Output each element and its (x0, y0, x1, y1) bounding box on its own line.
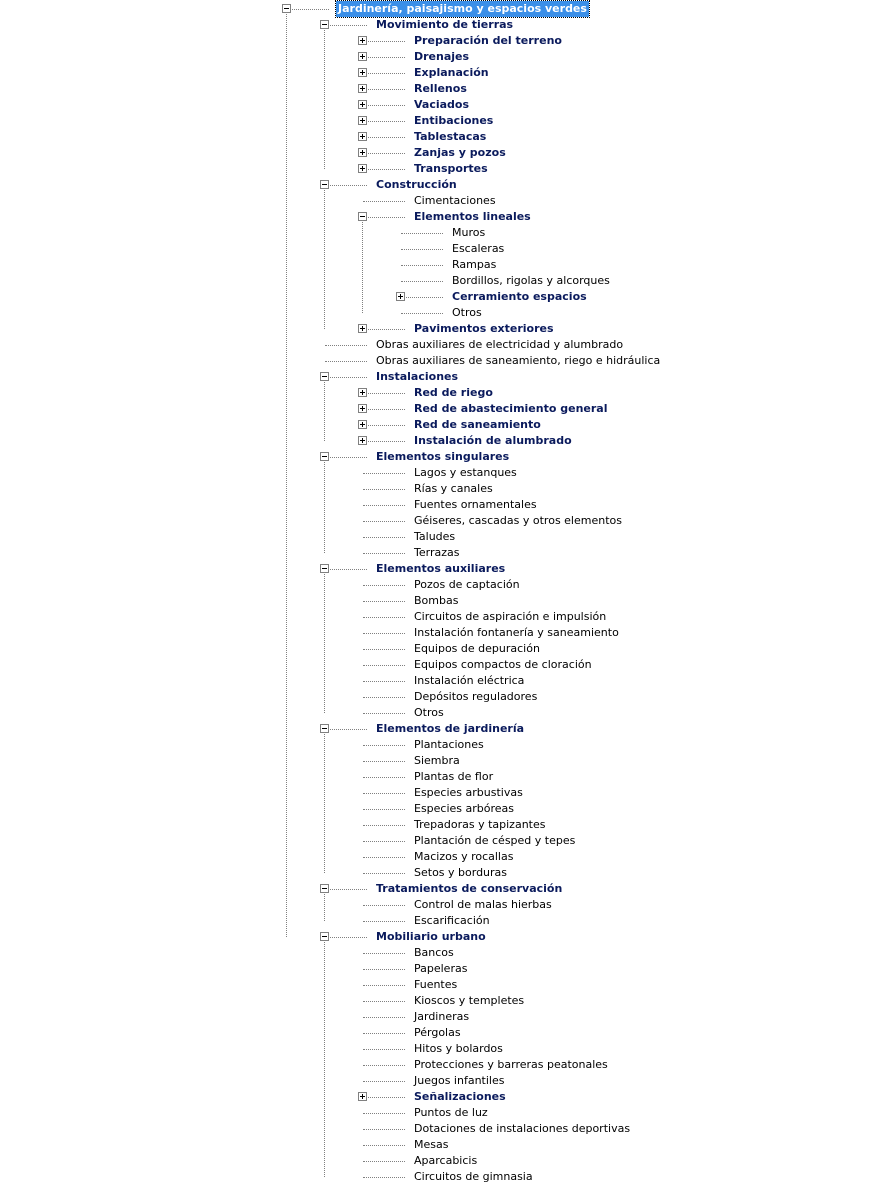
tree-node-preparacion-del-terreno[interactable] (0, 33, 875, 49)
tree-item-plantas-de-flor[interactable] (0, 769, 875, 785)
tree-label[interactable]: Plantas de flor (414, 770, 494, 783)
tree-item-puntos-de-luz[interactable] (0, 1105, 875, 1121)
tree-item-rias-y-canales[interactable] (0, 481, 875, 497)
tree-item-macizos-y-rocallas[interactable] (0, 849, 875, 865)
collapse-icon[interactable] (320, 180, 329, 189)
tree-connector (363, 713, 405, 714)
tree-item-plantaciones[interactable] (0, 737, 875, 753)
tree-item-dotaciones-de-instalaciones-deportivas[interactable] (0, 1121, 875, 1137)
tree-label[interactable]: Géiseres, cascadas y otros elementos (414, 514, 622, 527)
tree-item-depositos-reguladores[interactable] (0, 689, 875, 705)
tree-connector (363, 809, 405, 810)
tree-label[interactable]: Rellenos (414, 82, 467, 95)
tree-label[interactable]: Circuitos de aspiración e impulsión (414, 610, 607, 623)
tree-label[interactable]: Dotaciones de instalaciones deportivas (414, 1122, 631, 1135)
tree-connector (363, 1001, 405, 1002)
tree-connector (363, 793, 405, 794)
tree-connector (325, 457, 367, 458)
tree-item-bombas[interactable] (0, 593, 875, 609)
tree-node-rellenos[interactable] (0, 81, 875, 97)
tree-connector (363, 441, 405, 442)
expand-icon[interactable] (358, 404, 367, 413)
tree-label[interactable]: Depósitos reguladores (414, 690, 538, 703)
tree-label[interactable]: Bancos (414, 946, 454, 959)
tree-item-otros[interactable] (0, 705, 875, 721)
tree-node-jardineria-paisajismo-y-espacios-verdes[interactable] (0, 1, 875, 17)
expand-icon[interactable] (358, 116, 367, 125)
tree-connector (363, 633, 405, 634)
tree-node-movimiento-de-tierras[interactable] (0, 17, 875, 33)
tree-item-kioscos-y-templetes[interactable] (0, 993, 875, 1009)
tree-item-obras-auxiliares-de-saneamiento-riego-e-hidraulica[interactable] (0, 353, 875, 369)
tree-node-explanacion[interactable] (0, 65, 875, 81)
expand-icon[interactable] (358, 100, 367, 109)
tree-label[interactable]: Circuitos de gimnasia (414, 1170, 533, 1183)
tree-connector (325, 345, 367, 346)
tree-item-especies-arboreas[interactable] (0, 801, 875, 817)
tree-connector (363, 217, 405, 218)
tree-connector (401, 265, 443, 266)
tree-label[interactable]: Setos y borduras (414, 866, 508, 879)
tree-item-jardineras[interactable] (0, 1009, 875, 1025)
tree-label[interactable]: Drenajes (414, 50, 470, 63)
tree-label[interactable]: Movimiento de tierras (376, 18, 514, 31)
tree-label[interactable]: Plantaciones (414, 738, 484, 751)
tree-item-equipos-compactos-de-cloracion[interactable] (0, 657, 875, 673)
tree-connector (363, 537, 405, 538)
tree-label[interactable]: Elementos lineales (414, 210, 531, 223)
tree-node-elementos-singulares[interactable] (0, 449, 875, 465)
tree-item-juegos-infantiles[interactable] (0, 1073, 875, 1089)
expand-icon[interactable] (358, 148, 367, 157)
tree-node-elementos-lineales[interactable] (0, 209, 875, 225)
tree-connector (363, 873, 405, 874)
tree-label[interactable]: Red de riego (414, 386, 493, 399)
tree-item-pozos-de-captacion[interactable] (0, 577, 875, 593)
tree-item-especies-arbustivas[interactable] (0, 785, 875, 801)
tree-connector (363, 1113, 405, 1114)
tree-label[interactable]: Equipos compactos de cloración (414, 658, 592, 671)
tree-label[interactable]: Otros (452, 306, 482, 319)
tree-connector (363, 521, 405, 522)
tree-node-elementos-auxiliares[interactable] (0, 561, 875, 577)
tree-item-fuentes-ornamentales[interactable] (0, 497, 875, 513)
tree-node-vaciados[interactable] (0, 97, 875, 113)
expand-icon[interactable] (358, 164, 367, 173)
tree-item-control-de-malas-hierbas[interactable] (0, 897, 875, 913)
tree-connector (325, 937, 367, 938)
expand-icon[interactable] (358, 388, 367, 397)
tree-node-red-de-abastecimiento-general[interactable] (0, 401, 875, 417)
tree-connector (363, 201, 405, 202)
tree-connector (363, 329, 405, 330)
tree-connector (363, 1129, 405, 1130)
tree-node-instalaciones[interactable] (0, 369, 875, 385)
tree-label[interactable]: Equipos de depuración (414, 642, 540, 655)
tree-label[interactable]: Pérgolas (414, 1026, 461, 1039)
tree-connector (363, 105, 405, 106)
tree-connector (363, 425, 405, 426)
tree-connector (363, 681, 405, 682)
collapse-icon[interactable] (282, 4, 291, 13)
tree-connector (325, 889, 367, 890)
tree-connector (401, 313, 443, 314)
tree-connector (363, 841, 405, 842)
tree-item-fuentes[interactable] (0, 977, 875, 993)
tree-connector (363, 553, 405, 554)
tree-label[interactable]: Elementos singulares (376, 450, 510, 463)
tree-connector (401, 281, 443, 282)
tree-label[interactable]: Control de malas hierbas (414, 898, 552, 911)
tree-label[interactable]: Aparcabicis (414, 1154, 478, 1167)
tree-connector (401, 233, 443, 234)
expand-icon[interactable] (358, 132, 367, 141)
tree-label[interactable]: Pozos de captación (414, 578, 520, 591)
tree-item-protecciones-y-barreras-peatonales[interactable] (0, 1057, 875, 1073)
tree-connector (363, 905, 405, 906)
tree-node-elementos-de-jardineria[interactable] (0, 721, 875, 737)
tree-label[interactable]: Lagos y estanques (414, 466, 517, 479)
tree-item-instalacion-electrica[interactable] (0, 673, 875, 689)
tree-item-terrazas[interactable] (0, 545, 875, 561)
tree-connector (363, 473, 405, 474)
tree-item-escaleras[interactable] (0, 241, 875, 257)
tree-label[interactable]: Terrazas (414, 546, 460, 559)
tree-connector (401, 297, 443, 298)
tree-label[interactable]: Rampas (452, 258, 497, 271)
expand-icon[interactable] (358, 52, 367, 61)
tree-label[interactable]: Puntos de luz (414, 1106, 488, 1119)
expand-icon[interactable] (396, 292, 405, 301)
tree-item-circuitos-de-aspiracion-e-impulsion[interactable] (0, 609, 875, 625)
tree-label[interactable]: Pavimentos exteriores (414, 322, 554, 335)
tree-item-setos-y-borduras[interactable] (0, 865, 875, 881)
tree-connector (363, 665, 405, 666)
tree-item-cimentaciones[interactable] (0, 193, 875, 209)
tree-connector (363, 761, 405, 762)
tree-connector (325, 361, 367, 362)
tree-connector (363, 697, 405, 698)
tree-connector (363, 89, 405, 90)
tree-label[interactable]: Red de saneamiento (414, 418, 541, 431)
tree-connector (325, 25, 367, 26)
tree-label[interactable]: Cimentaciones (414, 194, 496, 207)
tree-node-tablestacas[interactable] (0, 129, 875, 145)
tree-label[interactable]: Siembra (414, 754, 460, 767)
tree-item-equipos-de-depuracion[interactable] (0, 641, 875, 657)
tree-connector (363, 505, 405, 506)
tree-label[interactable]: Elementos auxiliares (376, 562, 506, 575)
tree-label[interactable]: Bombas (414, 594, 459, 607)
tree-label[interactable]: Papeleras (414, 962, 468, 975)
tree-connector (363, 921, 405, 922)
collapse-icon[interactable] (320, 724, 329, 733)
tree-item-bancos[interactable] (0, 945, 875, 961)
tree-label[interactable]: Fuentes ornamentales (414, 498, 537, 511)
tree-item-lagos-y-estanques[interactable] (0, 465, 875, 481)
tree-label[interactable]: Taludes (414, 530, 456, 543)
tree-label[interactable]: Plantación de césped y tepes (414, 834, 576, 847)
tree-label[interactable]: Jardineras (414, 1010, 470, 1023)
tree-item-aparcabicis[interactable] (0, 1153, 875, 1169)
tree-label[interactable]: Instalación de alumbrado (414, 434, 572, 447)
tree-node-instalacion-de-alumbrado[interactable] (0, 433, 875, 449)
tree-node-red-de-riego[interactable] (0, 385, 875, 401)
tree-item-obras-auxiliares-de-electricidad-y-alumbrado[interactable] (0, 337, 875, 353)
tree-label[interactable]: Tablestacas (414, 130, 487, 143)
tree-connector (363, 41, 405, 42)
collapse-icon[interactable] (320, 932, 329, 941)
tree-connector (325, 185, 367, 186)
tree-label[interactable]: Rías y canales (414, 482, 493, 495)
tree-label[interactable]: Cerramiento espacios (452, 290, 587, 303)
tree-label[interactable]: Entibaciones (414, 114, 494, 127)
tree-connector (363, 777, 405, 778)
tree-item-trepadoras-y-tapizantes[interactable] (0, 817, 875, 833)
tree-label[interactable]: Protecciones y barreras peatonales (414, 1058, 608, 1071)
tree-node-mobiliario-urbano[interactable] (0, 929, 875, 945)
tree-node-senalizaciones[interactable] (0, 1089, 875, 1105)
tree-label[interactable]: Especies arbóreas (414, 802, 515, 815)
tree-connector (363, 73, 405, 74)
tree-label[interactable]: Instalación eléctrica (414, 674, 525, 687)
tree-label[interactable]: Señalizaciones (414, 1090, 506, 1103)
expand-icon[interactable] (358, 36, 367, 45)
tree-connector (363, 649, 405, 650)
tree-label[interactable]: Escaleras (452, 242, 505, 255)
tree-label[interactable]: Trepadoras y tapizantes (414, 818, 546, 831)
tree-connector (363, 1177, 405, 1178)
tree-item-bordillos-rigolas-y-alcorques[interactable] (0, 273, 875, 289)
tree-label[interactable]: Obras auxiliares de electricidad y alumbrado (376, 338, 624, 351)
tree-connector (363, 585, 405, 586)
tree-label[interactable]: Macizos y rocallas (414, 850, 514, 863)
expand-icon[interactable] (358, 420, 367, 429)
tree-label[interactable]: Red de abastecimiento general (414, 402, 608, 415)
tree-connector (363, 825, 405, 826)
tree-connector (363, 489, 405, 490)
tree-label[interactable]: Instalación fontanería y saneamiento (414, 626, 619, 639)
tree-item-hitos-y-bolardos[interactable] (0, 1041, 875, 1057)
tree-node-drenajes[interactable] (0, 49, 875, 65)
tree-item-geiseres-cascadas-y-otros-elementos[interactable] (0, 513, 875, 529)
tree-label[interactable]: Escarificación (414, 914, 490, 927)
tree-label[interactable]: Hitos y bolardos (414, 1042, 503, 1055)
tree-item-papeleras[interactable] (0, 961, 875, 977)
tree-item-taludes[interactable] (0, 529, 875, 545)
tree-connector (363, 617, 405, 618)
tree-item-rampas[interactable] (0, 257, 875, 273)
tree-connector (363, 1065, 405, 1066)
expand-icon[interactable] (358, 68, 367, 77)
tree-label[interactable]: Transportes (414, 162, 488, 175)
tree-label[interactable]: Fuentes (414, 978, 458, 991)
expand-icon[interactable] (358, 436, 367, 445)
tree-connector (325, 569, 367, 570)
tree-connector (363, 953, 405, 954)
tree-label[interactable]: Mesas (414, 1138, 449, 1151)
tree-label[interactable]: Otros (414, 706, 444, 719)
tree-label[interactable]: Tratamientos de conservación (376, 882, 563, 895)
tree-connector (363, 1097, 405, 1098)
tree-connector (363, 1161, 405, 1162)
expand-icon[interactable] (358, 1092, 367, 1101)
tree-connector (363, 985, 405, 986)
tree-connector (363, 121, 405, 122)
expand-icon[interactable] (358, 84, 367, 93)
tree-label[interactable]: Zanjas y pozos (414, 146, 506, 159)
collapse-icon[interactable] (320, 452, 329, 461)
collapse-icon[interactable] (320, 20, 329, 29)
tree-label[interactable]: Muros (452, 226, 486, 239)
expand-icon[interactable] (358, 324, 367, 333)
tree-node-pavimentos-exteriores[interactable] (0, 321, 875, 337)
tree-label[interactable]: Explanación (414, 66, 489, 79)
tree-connector (363, 857, 405, 858)
tree-connector (325, 729, 367, 730)
tree-connector (363, 745, 405, 746)
tree-item-siembra[interactable] (0, 753, 875, 769)
tree-connector (363, 409, 405, 410)
tree-label[interactable]: Vaciados (414, 98, 470, 111)
tree-connector (363, 1145, 405, 1146)
tree-item-circuitos-de-gimnasia[interactable] (0, 1169, 875, 1185)
tree-label[interactable]: Construcción (376, 178, 457, 191)
tree-connector (363, 57, 405, 58)
tree-item-pergolas[interactable] (0, 1025, 875, 1041)
collapse-icon[interactable] (320, 372, 329, 381)
tree-connector (363, 1033, 405, 1034)
tree-label[interactable]: Elementos de jardinería (376, 722, 525, 735)
tree-connector (363, 1017, 405, 1018)
tree-connector (363, 153, 405, 154)
tree-connector (287, 9, 329, 10)
tree-label[interactable]: Especies arbustivas (414, 786, 523, 799)
tree-connector (325, 377, 367, 378)
tree-node-construccion[interactable] (0, 177, 875, 193)
collapse-icon[interactable] (358, 212, 367, 221)
tree-label[interactable]: Kioscos y templetes (414, 994, 525, 1007)
tree-label[interactable]: Obras auxiliares de saneamiento, riego e hidráulica (376, 354, 661, 367)
tree-node-zanjas-y-pozos[interactable] (0, 145, 875, 161)
tree-item-instalacion-fontaneria-y-saneamiento[interactable] (0, 625, 875, 641)
tree-node-cerramiento-espacios[interactable] (0, 289, 875, 305)
tree-connector (363, 969, 405, 970)
tree-connector (363, 1049, 405, 1050)
tree-node-red-de-saneamiento[interactable] (0, 417, 875, 433)
tree-label[interactable]: Jardinería, paisajismo y espacios verdes (338, 2, 587, 15)
tree-label[interactable]: Mobiliario urbano (376, 930, 486, 943)
tree-item-muros[interactable] (0, 225, 875, 241)
tree-item-otros[interactable] (0, 305, 875, 321)
tree-connector (363, 137, 405, 138)
tree-label[interactable]: Bordillos, rigolas y alcorques (452, 274, 610, 287)
tree-label[interactable]: Instalaciones (376, 370, 459, 383)
collapse-icon[interactable] (320, 564, 329, 573)
tree-connector (363, 393, 405, 394)
tree-node-transportes[interactable] (0, 161, 875, 177)
tree-node-tratamientos-de-conservacion[interactable] (0, 881, 875, 897)
tree-node-entibaciones[interactable] (0, 113, 875, 129)
tree-connector (363, 169, 405, 170)
tree-connector (363, 1081, 405, 1082)
tree-label[interactable]: Juegos infantiles (414, 1074, 505, 1087)
collapse-icon[interactable] (320, 884, 329, 893)
tree-label[interactable]: Preparación del terreno (414, 34, 562, 47)
tree-item-mesas[interactable] (0, 1137, 875, 1153)
tree-item-escarificacion[interactable] (0, 913, 875, 929)
tree-connector (363, 601, 405, 602)
tree-connector (401, 249, 443, 250)
tree-item-plantacion-de-cesped-y-tepes[interactable] (0, 833, 875, 849)
